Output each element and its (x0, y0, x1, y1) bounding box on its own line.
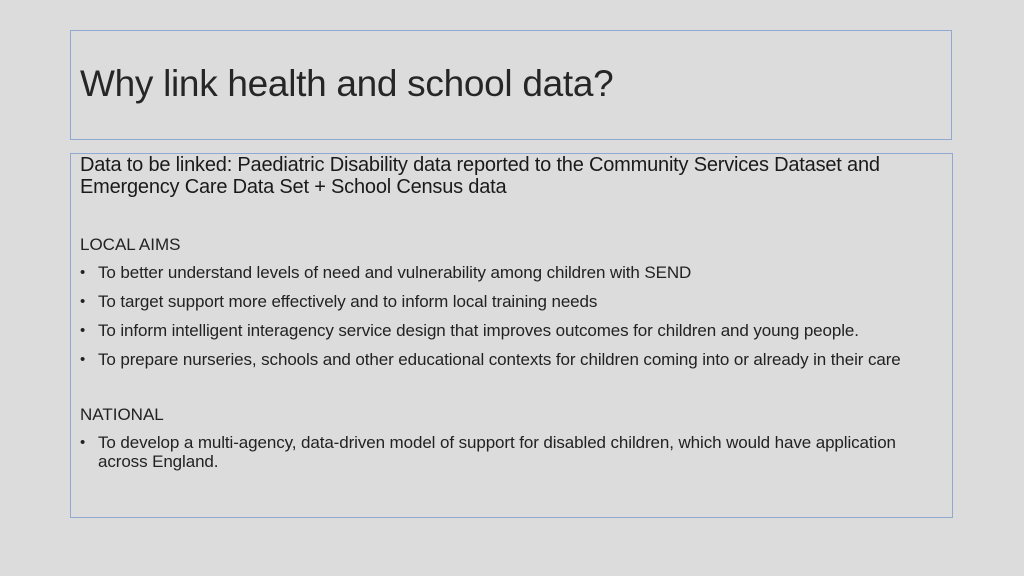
list-item (80, 433, 942, 471)
list-item (80, 321, 942, 340)
list-item (80, 292, 942, 311)
national-heading: NATIONAL (80, 405, 164, 424)
list-item-text: To inform intelligent interagency service design that improves outcomes for children and young people. (98, 321, 859, 340)
bullet-icon: • (80, 322, 86, 339)
national-list (80, 433, 942, 471)
content-placeholder (70, 153, 953, 518)
list-item (80, 263, 942, 282)
bullet-icon: • (80, 293, 86, 310)
list-item-text: To develop a multi-agency, data-driven model of support for disabled children, which would have application across England. (98, 433, 896, 471)
slide-title: Why link health and school data? (80, 63, 614, 104)
local-aims-list (80, 263, 942, 369)
list-item (80, 350, 942, 369)
list-item-text: To better understand levels of need and vulnerability among children with SEND (98, 263, 692, 282)
bullet-icon: • (80, 434, 86, 451)
local-aims-heading: LOCAL AIMS (80, 235, 181, 254)
title-placeholder (70, 30, 952, 140)
intro-text: Data to be linked: Paediatric Disability data reported to the Community Services Dataset and Emergency Care Data Set + School Census data (80, 154, 880, 198)
list-item-text: To target support more effectively and to inform local training needs (98, 292, 598, 311)
bullet-icon: • (80, 351, 86, 368)
list-item-text: To prepare nurseries, schools and other educational contexts for children coming into or already in their care (98, 350, 901, 369)
bullet-icon: • (80, 264, 86, 281)
